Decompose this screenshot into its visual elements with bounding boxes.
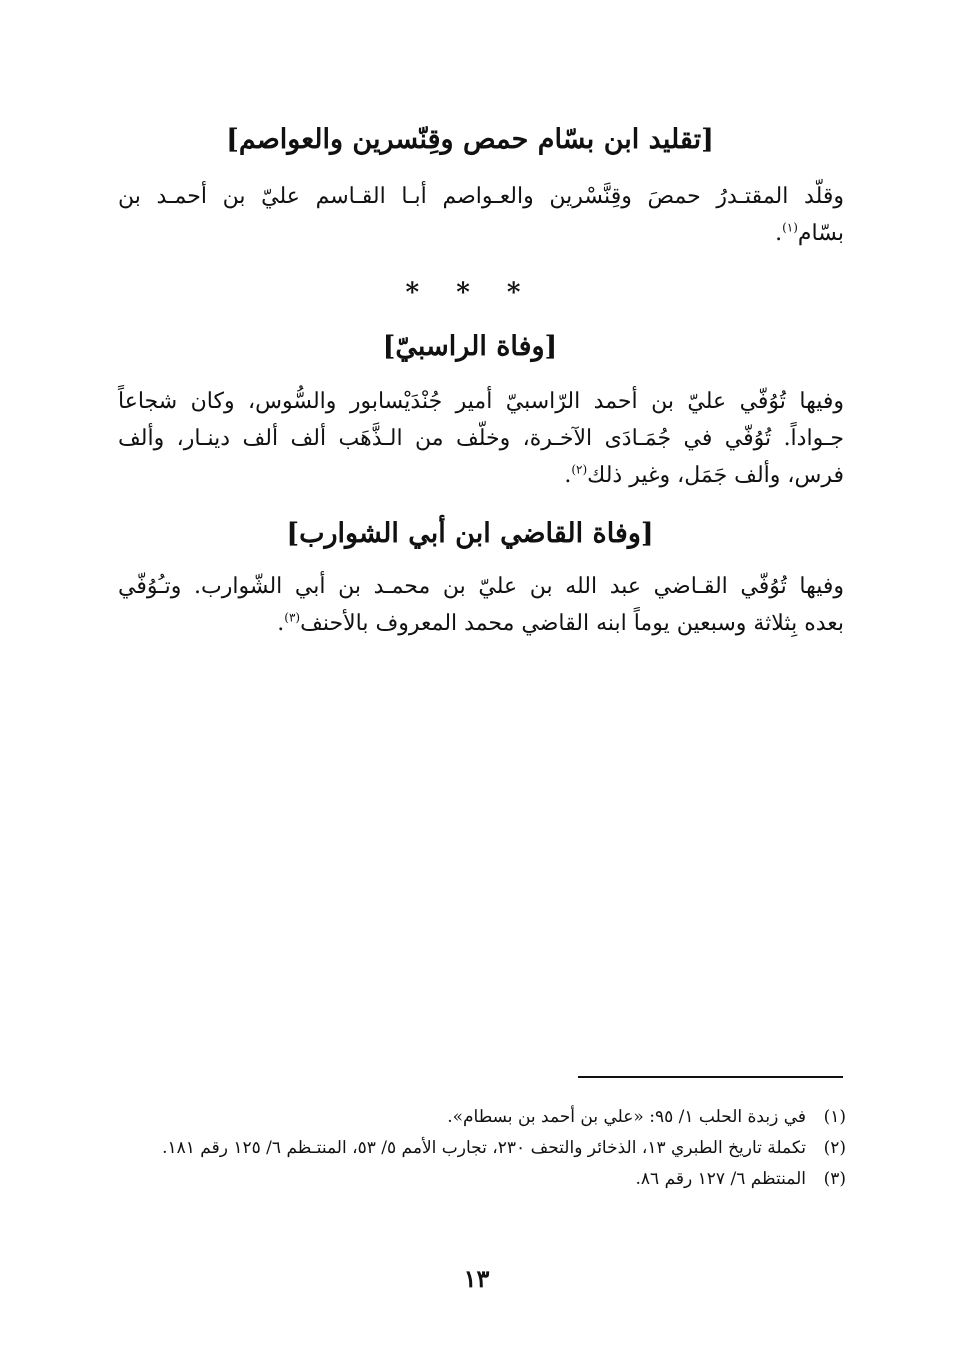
- paragraph-line: وفيها تُوُفّي عليّ بن أحمد الرّاسبيّ أمير جُنْدَيْسابور والسُّوس، وكان شجاعاً: [118, 389, 844, 414]
- footnote-number: (٢): [823, 1138, 846, 1158]
- section-heading-ibn-abi-al-shawarib: [وفاة القاضي ابن أبي الشوارب]: [286, 518, 654, 549]
- paragraph-rasibi: [118, 383, 844, 494]
- paragraph-line: جـواداً. تُوُفّي في جُمَـادَى الآخـرة، وخلّف من الـذَّهَب ألف ألف دينـار، وألف: [118, 426, 844, 451]
- section-heading-rasibi: [وفاة الراسبيّ]: [382, 331, 558, 362]
- footnote-text: المنتظم ٦/ ١٢٧ رقم ٨٦.: [635, 1169, 806, 1189]
- footnote-number: (١): [823, 1107, 846, 1127]
- paragraph-line: بسّام$^{(١)}$.: [775, 220, 844, 246]
- footnote-item: [118, 1164, 846, 1195]
- paragraph-line: فرس، وألف جَمَل، وغير ذلك$^{(٢)}$.: [564, 462, 844, 488]
- paragraph-ibn-abi-al-shawarib: [118, 568, 844, 642]
- paragraph-line: بعده بِثلاثة وسبعين يوماً ابنه القاضي محمد المعروف بالأحنف$^{(٣)}$.: [277, 610, 844, 636]
- footnote-ref[interactable]: (٣): [284, 610, 301, 625]
- footnote-divider: [578, 1076, 843, 1078]
- footnote-item: [118, 1133, 846, 1164]
- section-heading-ibn-bassam: [تقليد ابن بسّام حمص وقِنّسرين والعواصم]: [226, 124, 714, 155]
- footnote-ref[interactable]: (١): [782, 220, 798, 235]
- footnote-item: [118, 1102, 846, 1133]
- page-number: ١٣: [463, 1264, 490, 1293]
- paragraph-line: وقلّد المقتـدرُ حمصَ وقِنَّسْرين والعـواصم أبـا القـاسم عليّ بن أحمـد بن: [118, 184, 844, 209]
- footnote-number: (٣): [823, 1169, 846, 1189]
- footnotes: [118, 1102, 846, 1195]
- paragraph-line: وفيها تُوُفّي القـاضي عبد الله بن عليّ بن محمـد بن أبي الشّوارب. وتـُوُفّي: [118, 574, 844, 599]
- section-separator: * * *: [405, 278, 535, 308]
- footnote-text: تكملة تاريخ الطبري ١٣، الذخائر والتحف ٢٣٠، تجارب الأمم ٥/ ٥٣، المنتـظم ٦/ ١٢٥ رقم ١٨١.: [162, 1138, 806, 1158]
- footnote-text: في زبدة الحلب ١/ ٩٥: «علي بن أحمد بن بسطام».: [447, 1107, 806, 1127]
- paragraph-ibn-bassam: [118, 178, 844, 252]
- footnote-ref[interactable]: (٢): [571, 462, 588, 477]
